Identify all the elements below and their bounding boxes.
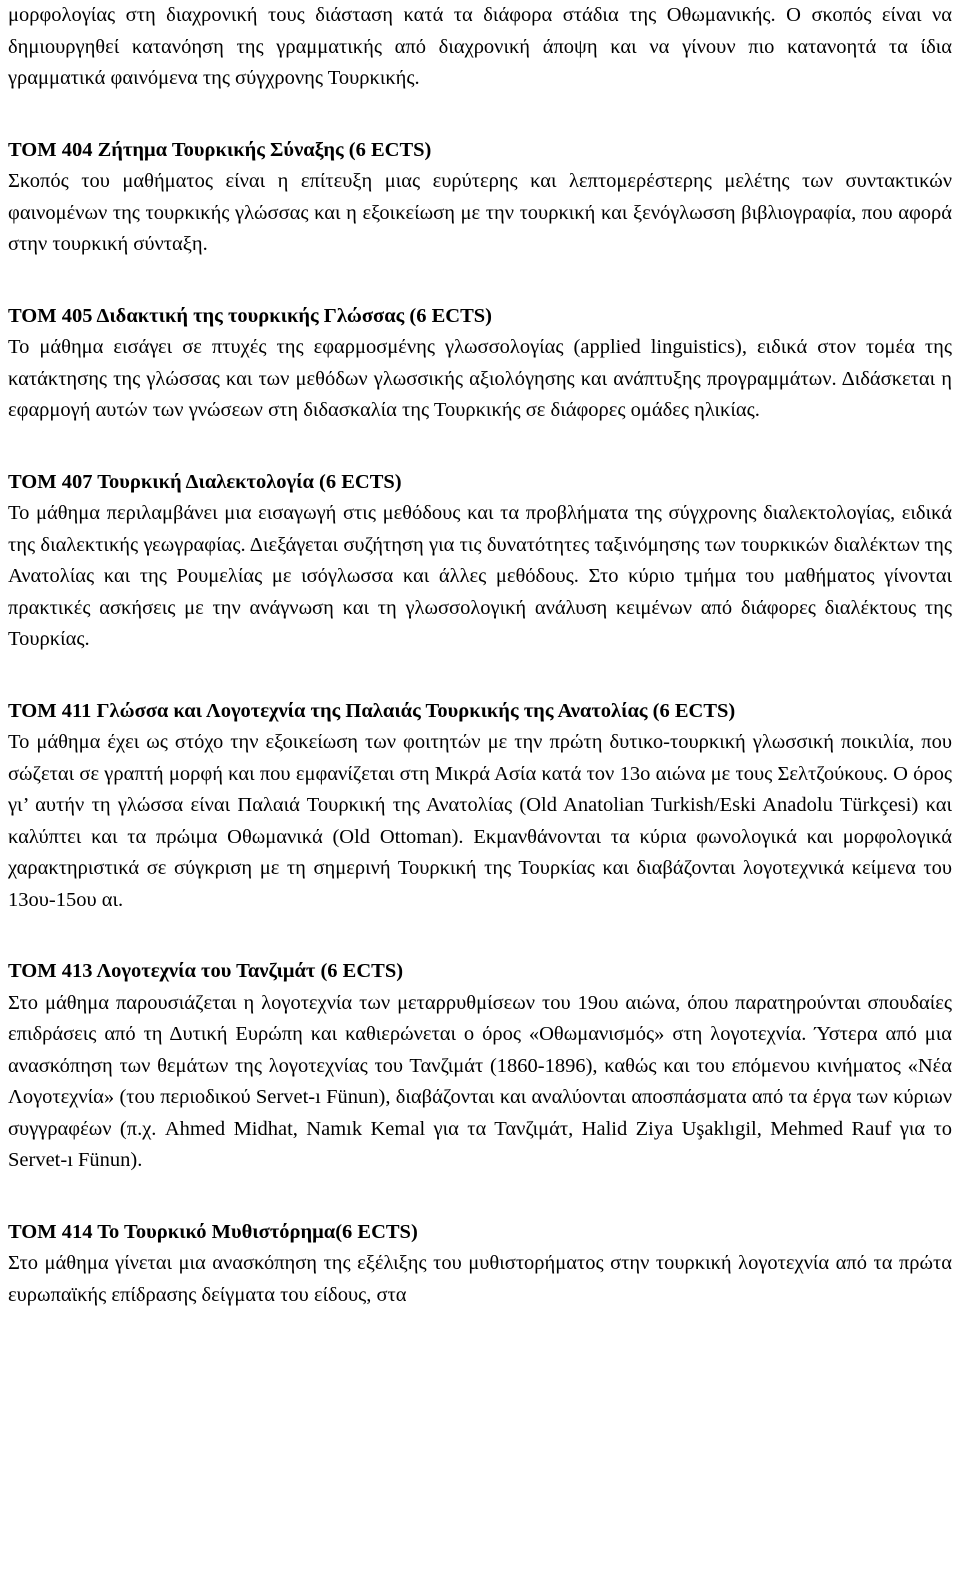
section-gap bbox=[8, 261, 952, 301]
course-tom-414 bbox=[8, 1217, 952, 1312]
course-tom-413 bbox=[8, 956, 952, 1177]
section-gap bbox=[8, 916, 952, 956]
course-title: ΤΟΜ 404 Ζήτημα Τουρκικής Σύναξης (6 ECTS) bbox=[8, 138, 432, 161]
section-gap bbox=[8, 427, 952, 467]
document-page bbox=[8, 0, 952, 1311]
course-tom-407 bbox=[8, 467, 952, 656]
section-gap bbox=[8, 656, 952, 696]
course-tom-405 bbox=[8, 301, 952, 427]
section-gap bbox=[8, 95, 952, 135]
course-description: Στο μάθημα παρουσιάζεται η λογοτεχνία των μεταρρυθμίσεων του 19ου αιώνα, όπου παρατηρούνται σπουδαίες επιδράσεις από τη Δυτική Ευρώπη και καθιερώνεται ο όρος «Οθωμανισμός» στη λογοτεχνία. Ύστερα από μια ανασκόπηση των θεμάτων της λογοτεχνίας του Τανζιμάτ (1860-1896), καθώς και του επόμενου κινήματος «Νέα Λογοτεχνία» (του περιοδικού Servet-ı Fünun), διαβάζονται και αναλύονται αποσπάσματα από τα έργα των κύριων συγγραφέων (π.χ. Ahmed Midhat, Namık Kemal για τα Τανζιμάτ, Halid Ziya Uşaklıgil, Mehmed Rauf για το Servet-ı Fünun). bbox=[8, 991, 952, 1171]
course-title: ΤΟΜ 413 Λογοτεχνία του Τανζιμάτ (6 ECTS) bbox=[8, 960, 404, 982]
course-description: Το μάθημα έχει ως στόχο την εξοικείωση των φοιτητών με την πρώτη δυτικο-τουρκική γλωσσική ποικιλία, που σώζεται σε γραπτή μορφή και που εμφανίζεται στη Μικρά Ασία κατά τον 13ο αιώνα με τους Σελτζούκους. Ο όρος γι’ αυτήν τη γλώσσα είναι Παλαιά Τουρκική της Ανατολίας (Old Anatolian Turkish/Eski Anadolu Türkçesi) και καλύπτει και τα πρώιμα Οθωμανικά (Old Ottoman). Εκμανθάνονται τα κύρια φωνολογικά και μορφολογικά χαρακτηριστικά σε σύγκριση με τη σημερινή Τουρκική της Τουρκίας και διαβάζονται λογοτεχνικά κείμενα του 13ου-15ου αι. bbox=[8, 731, 952, 911]
course-title: ΤΟΜ 407 Τουρκική Διαλεκτολογία (6 ECTS) bbox=[8, 470, 402, 493]
course-tom-411 bbox=[8, 696, 952, 917]
course-tom-404 bbox=[8, 135, 952, 261]
course-title: ΤΟΜ 405 Διδακτική της τουρκικής Γλώσσας (6 ECTS) bbox=[8, 304, 492, 327]
course-title: ΤΟΜ 411 Γλώσσα και Λογοτεχνία της Παλαιάς Τουρκικής της Ανατολίας (6 ECTS) bbox=[8, 699, 736, 722]
course-description: Στο μάθημα γίνεται μια ανασκόπηση της εξέλιξης του μυθιστορήματος στην τουρκική λογοτεχνία από τα πρώτα ευρωπαϊκής επίδρασης δείγματα του είδους, στα bbox=[8, 1252, 952, 1306]
course-description: Το μάθημα εισάγει σε πτυχές της εφαρμοσμένης γλωσσολογίας (applied linguistics), ειδικά στον τομέα της κατάκτησης της γλώσσας και των μεθόδων γλωσσικής αξιολόγησης και ανάπτυξης προγραμμάτων. Διδάσκεται η εφαρμογή αυτών των γνώσεων στη διδασκαλία της Τουρκικής σε διάφορες ομάδες ηλικίας. bbox=[8, 336, 952, 421]
course-title: ΤΟΜ 414 Το Τουρκικό Μυθιστόρημα(6 ECTS) bbox=[8, 1220, 418, 1243]
course-description: Το μάθημα περιλαμβάνει μια εισαγωγή στις μεθόδους και τα προβλήματα της σύγχρονης διαλεκτολογίας, ειδικά της διαλεκτικής γεωγραφίας. Διεξάγεται συζήτηση για τις δυνατότητες ταξινόμησης των τουρκικών διαλέκτων της Ανατολίας και της Ρουμελίας με ισόγλωσσα και άλλες μεθόδους. Στο κύριο τμήμα του μαθήματος γίνονται πρακτικές ασκήσεις με την ανάγνωση και τη γλωσσολογική ανάλυση κειμένων από διάφορες διαλέκτους της Τουρκίας. bbox=[8, 502, 952, 650]
intro-paragraph: μορφολογίας στη διαχρονική τους διάσταση κατά τα διάφορα στάδια της Οθωμανικής. Ο σκοπός είναι να δημιουργηθεί κατανόηση της γραμματικής από διαχρονική άποψη και να γίνουν πιο κατανοητά τα ίδια γραμματικά φαινόμενα της σύγχρονης Τουρκικής. bbox=[8, 4, 952, 89]
course-description: Σκοπός του μαθήματος είναι η επίτευξη μιας ευρύτερης και λεπτομερέστερης μελέτης των συντακτικών φαινομένων της τουρκικής γλώσσας και η εξοικείωση με την τουρκική και ξενόγλωσση βιβλιογραφία, που αφορά στην τουρκική σύνταξη. bbox=[8, 170, 952, 255]
section-gap bbox=[8, 1177, 952, 1217]
